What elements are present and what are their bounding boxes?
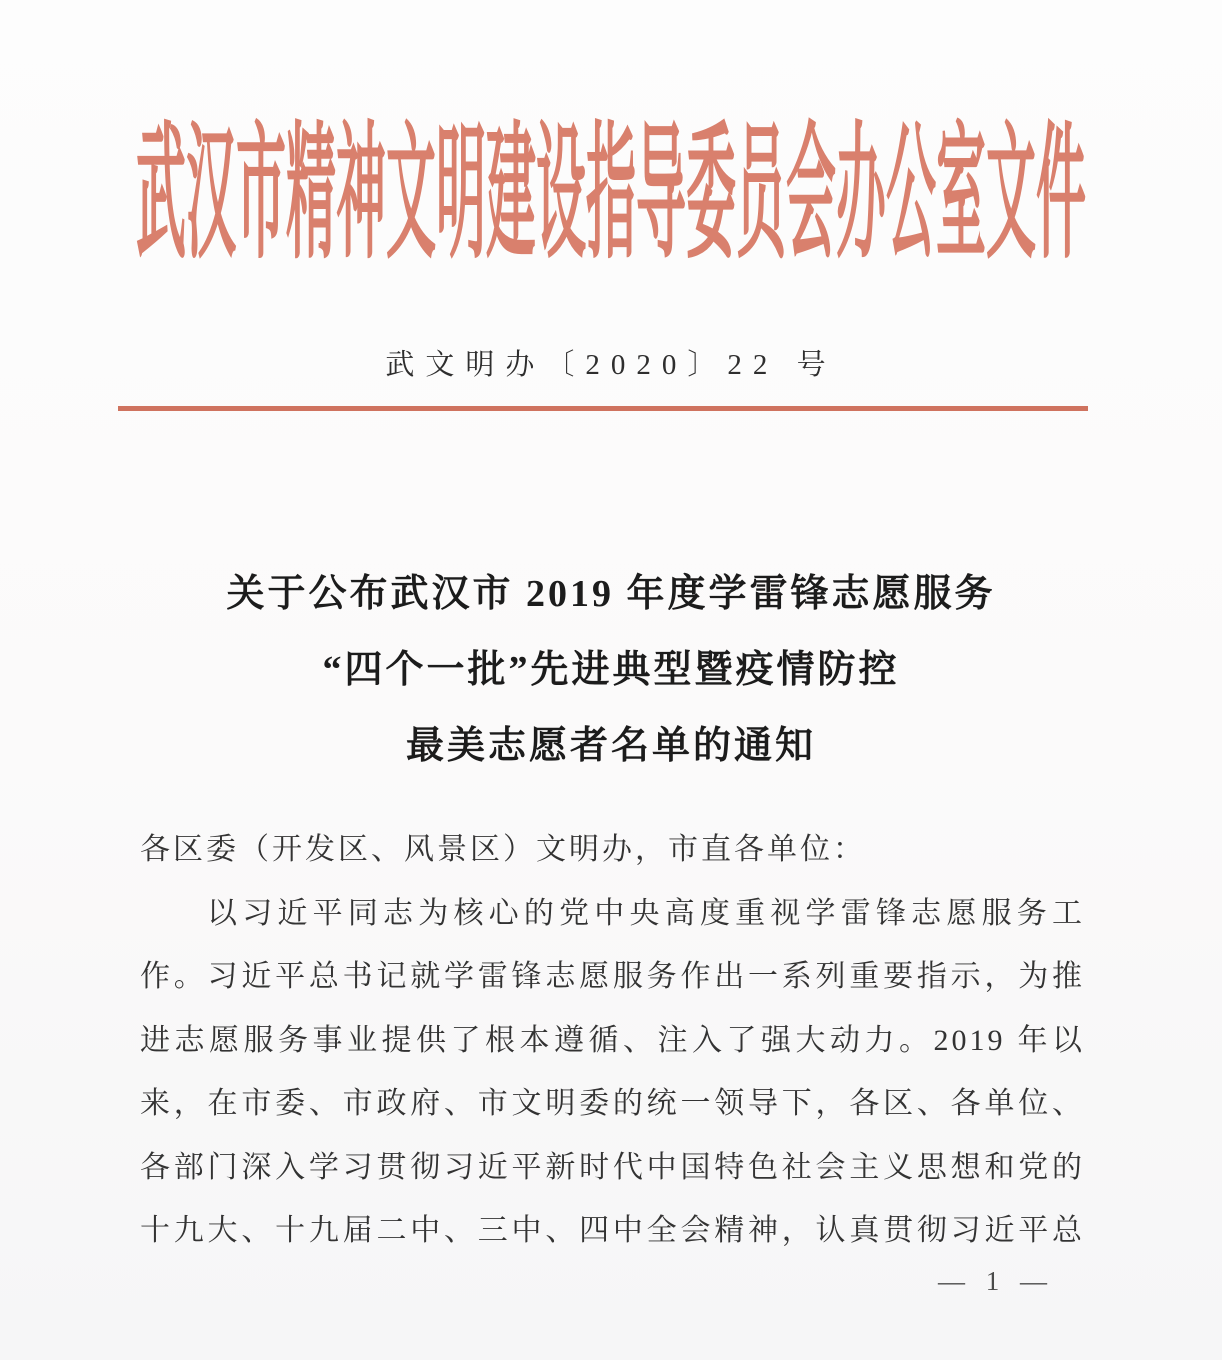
salutation-line: 各区委（开发区、风景区）文明办，市直各单位： xyxy=(140,833,866,866)
body-line: 十九大、十九届二中、三中、四中全会精神，认真贯彻习近平总 xyxy=(140,1214,1085,1247)
doc-title-line-2: “四个一批”先进典型暨疫情防控 xyxy=(322,649,900,691)
body-line: 各部门深入学习贯彻习近平新时代中国特色社会主义思想和党的 xyxy=(140,1150,1085,1184)
doc-title-line-1: 关于公布武汉市 2019 年度学雷锋志愿服务 xyxy=(226,573,996,615)
body-line: 作。习近平总书记就学雷锋志愿服务作出一系列重要指示，为推 xyxy=(140,960,1085,993)
page-number: — 1 — xyxy=(938,1266,1054,1296)
doc-title-line-3: 最美志愿者名单的通知 xyxy=(405,725,816,767)
doc-title xyxy=(0,556,1222,784)
body-line: 以习近平同志为核心的党中央高度重视学雷锋志愿服务工 xyxy=(207,896,1085,930)
body-text xyxy=(140,818,1085,1263)
body-line: 来，在市委、市政府、市文明委的统一领导下，各区、各单位、 xyxy=(140,1087,1085,1120)
org-title: 武汉市精神文明建设指导委员会办公室文件 xyxy=(136,111,1086,277)
red-divider xyxy=(118,406,1088,411)
body-line: 进志愿服务事业提供了根本遵循、注入了强大动力。2019 年以 xyxy=(140,1023,1085,1057)
doc-number: 武文明办〔2020〕22 号 xyxy=(385,349,837,381)
